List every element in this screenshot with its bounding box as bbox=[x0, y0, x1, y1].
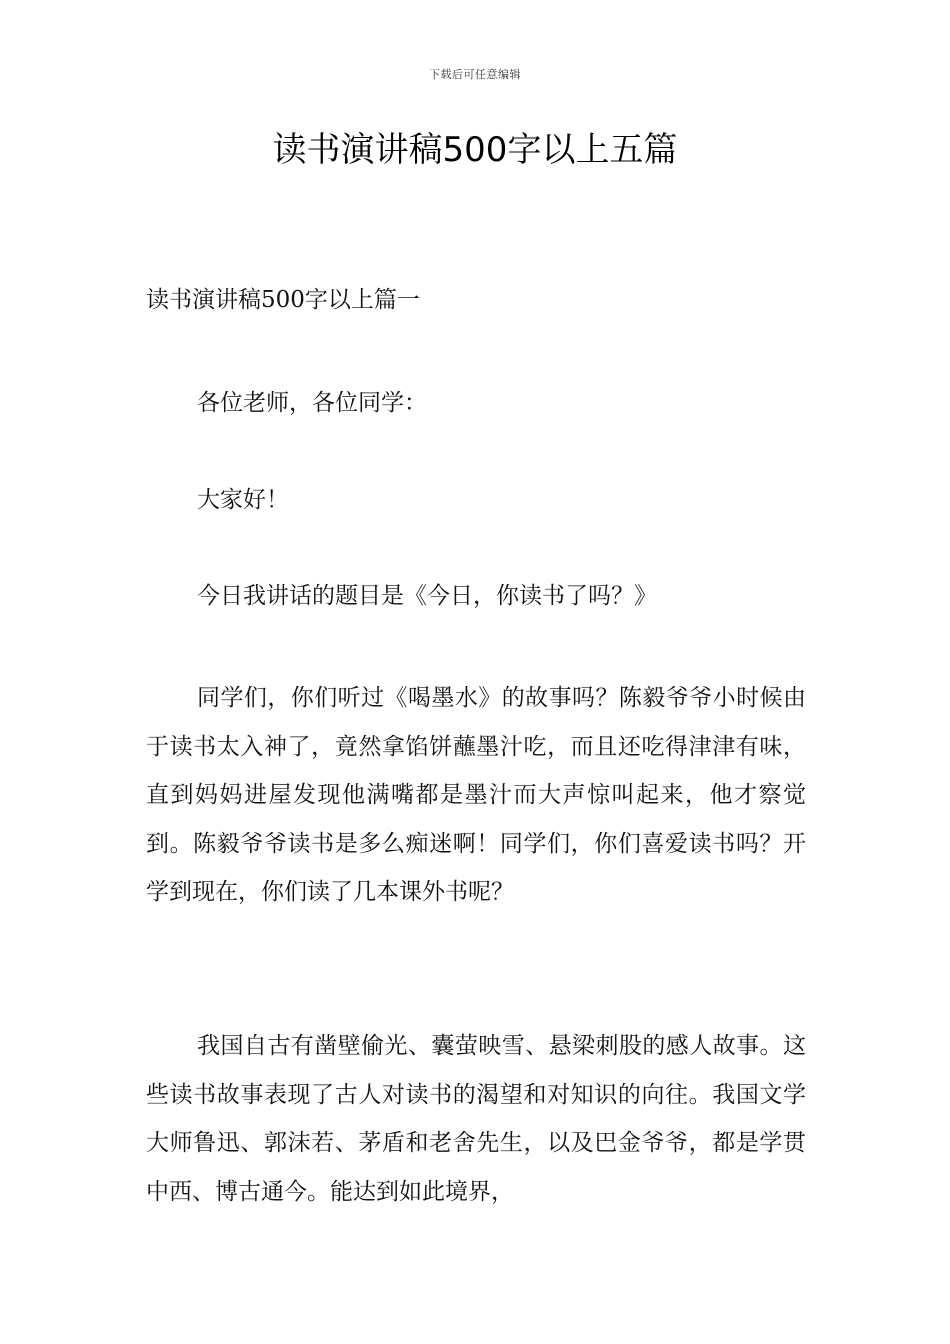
paragraph-story: 同学们，你们听过《喝墨水》的故事吗？陈毅爷爷小时候由于读书太入神了，竟然拿馅饼蘸墨汁吃，而且还吃得津津有味，直到妈妈进屋发现他满嘴都是墨汁而大声惊叫起来，他才察觉到。陈毅爷爷读书是多么痴迷啊！同学们，你们喜爱读书吗？开学到现在，你们读了几本课外书呢？ bbox=[146, 685, 806, 906]
paragraph-topic: 今日我讲话的题目是《今日，你读书了吗？》 bbox=[197, 583, 657, 609]
paragraph-ancient-stories: 我国自古有凿壁偷光、囊萤映雪、悬梁刺股的感人故事。这些读书故事表现了古人对读书的渴望和对知识的向往。我国文学大师鲁迅、郭沫若、茅盾和老舍先生，以及巴金爷爷，都是学贯中西、博古通今。能达到如此境界， bbox=[146, 1033, 806, 1205]
header-note: 下载后可任意编辑 bbox=[429, 68, 521, 81]
document-title: 读书演讲稿500字以上五篇 bbox=[272, 130, 678, 170]
paragraph-greeting: 各位老师，各位同学： bbox=[197, 390, 427, 416]
paragraph-hello: 大家好！ bbox=[197, 487, 289, 513]
section-heading: 读书演讲稿500字以上篇一 bbox=[146, 287, 420, 313]
